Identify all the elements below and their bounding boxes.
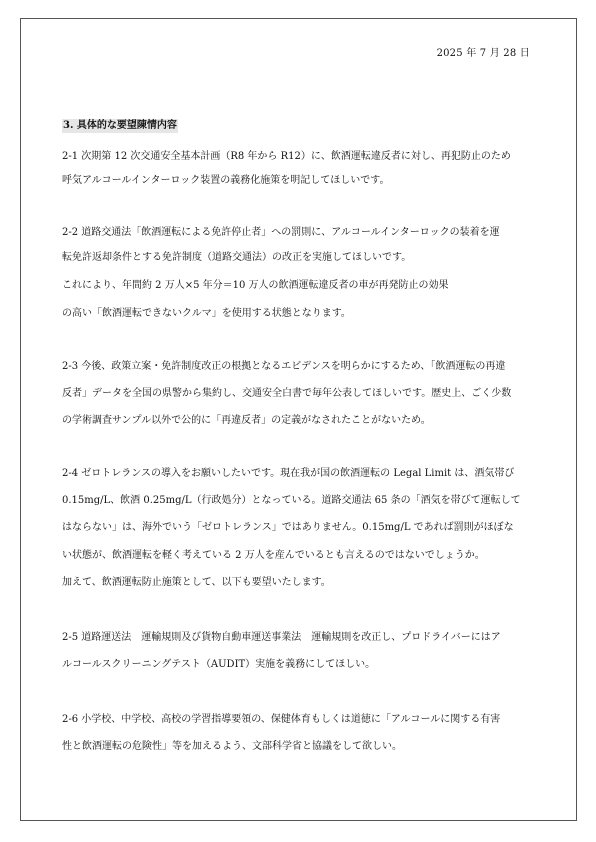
document-date: 2025 年 7 月 28 日 xyxy=(436,48,530,59)
paragraph-line: 反者」データを全国の県警から集約し、交通安全白書で毎年公表してほしいです。歴史上、ごく少数 xyxy=(62,388,512,399)
paragraph-line: 転免許返却条件とする免許制度（道路交通法）の改正を実施してほしいです。 xyxy=(62,252,412,263)
paragraph-line: い状態が、飲酒運転を軽く考えている 2 万人を産んでいるとも言えるのではないでしょうか。 xyxy=(62,550,485,561)
paragraph-line: 性と飲酒運転の危険性」等を加えるよう、文部科学省と協議をして欲しい。 xyxy=(62,741,402,752)
paragraph-line: はならない」は、海外でいう「ゼロトレランス」ではありません。0.15mg/L であれば罰則がほぼな xyxy=(62,522,514,533)
paragraph-line: 2-4 ゼロトレランスの導入をお願いしたいです。現在我が国の飲酒運転の Legal Limit は、酒気帯び xyxy=(62,468,515,479)
paragraph-line: 加えて、飲酒運転防止施策として、以下も要望いたします。 xyxy=(62,577,331,588)
paragraph-line: 2-1 次期第 12 次交通安全基本計画（R8 年から R12）に、飲酒運転違反者に対し、再犯防止のため xyxy=(62,151,511,162)
paragraph-line: 0.15mg/L、飲酒 0.25mg/L（行政処分）となっている。道路交通法 65 条の「酒気を帯びて運転して xyxy=(62,495,521,506)
paragraph-line: ルコールスクリーニングテスト（AUDIT）実施を義務にしてほしい。 xyxy=(62,659,376,670)
paragraph-line: 2-3 今後、政策立案・免許制度改正の根拠となるエビデンスを明らかにするため、「飲酒運転の再違 xyxy=(62,361,506,372)
paragraph-line: 2-2 道路交通法「飲酒運転による免許停止者」への罰則に、アルコールインターロックの装着を運 xyxy=(62,227,500,238)
paragraph-line: 2-6 小学校、中学校、高校の学習指導要領の、保健体育もしくは道徳に「アルコールに関する有害 xyxy=(62,714,501,725)
paragraph-line: の学術調査サンプル以外で公的に「再違反者」の定義がなされたことがないため。 xyxy=(62,415,431,426)
section-heading: 3. 具体的な要望陳情内容 xyxy=(63,120,177,131)
paragraph-line: の高い「飲酒運転できないクルマ」を使用する状態となります。 xyxy=(62,308,351,319)
paragraph-line: 呼気アルコールインターロック装置の義務化施策を明記してほしいです。 xyxy=(62,175,390,186)
paragraph-line: 2-5 道路運送法 運輸規則及び貨物自動車運送事業法 運輸規則を改正し、プロドライバーにはア xyxy=(62,632,501,643)
paragraph-line: これにより、年間約 2 万人×5 年分＝10 万人の飲酒運転違反者の車が再発防止の効果 xyxy=(62,280,449,291)
